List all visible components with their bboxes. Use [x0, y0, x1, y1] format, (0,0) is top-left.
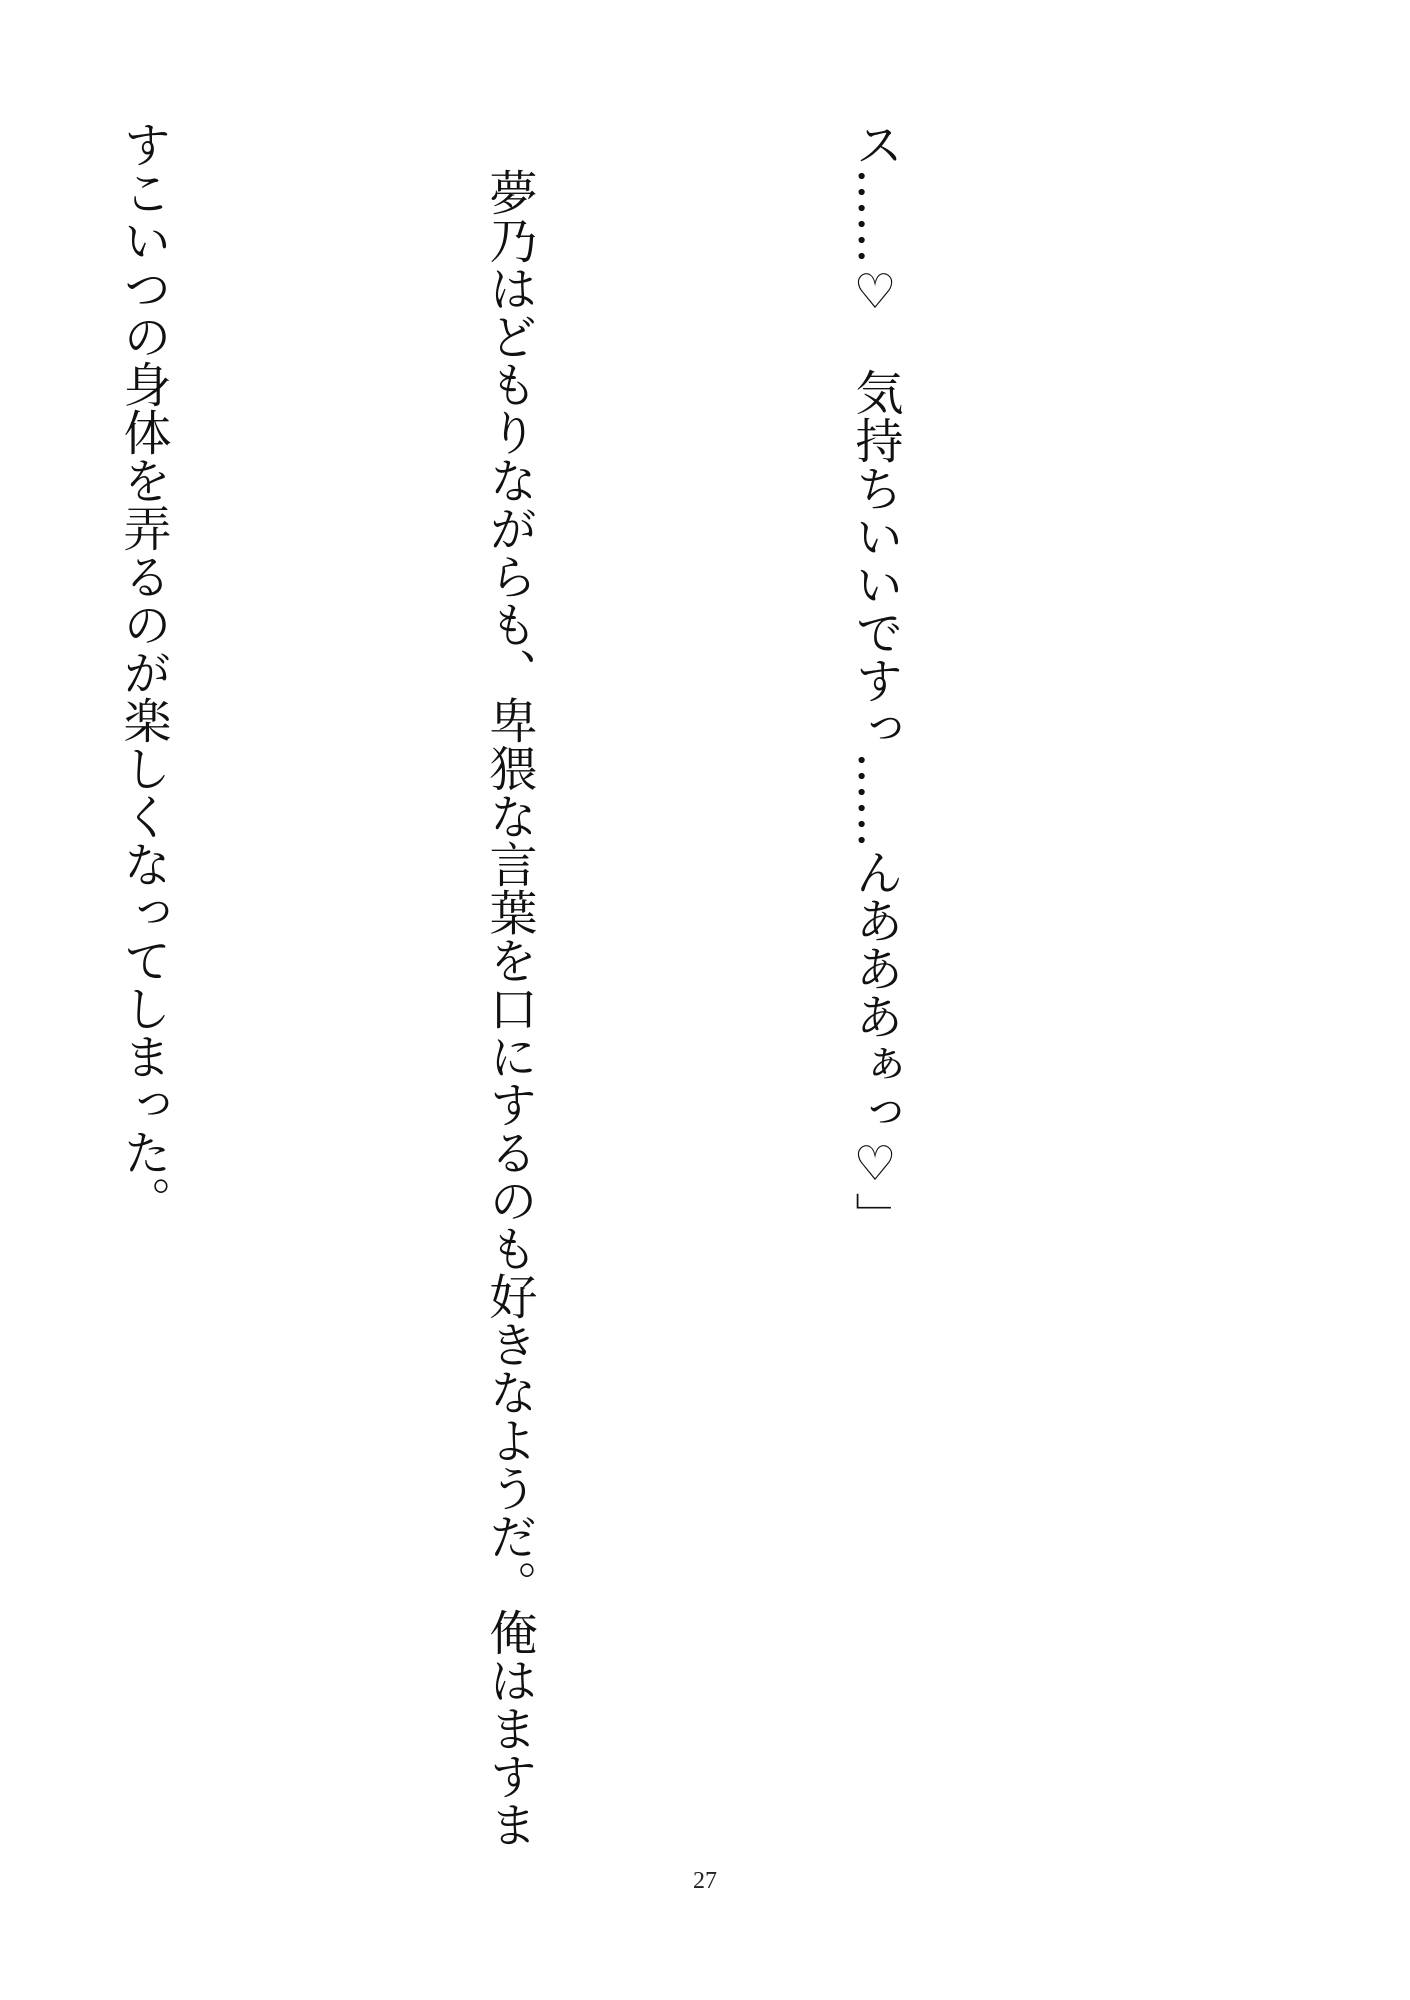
text-line-2: 夢乃はどもりながらも、卑猥な言葉を口にするのも好きなようだ。俺はますま — [481, 120, 537, 1848]
page-number: 27 — [693, 1868, 717, 1894]
text-line-3: すこいつの身体を弄るのが楽しくなってしまった。 — [115, 120, 171, 1224]
text-line-1: ス……♡ 気持ちいいですっ……んあああぁっ♡」 — [847, 120, 903, 1240]
vertical-text-block — [115, 120, 1180, 1848]
